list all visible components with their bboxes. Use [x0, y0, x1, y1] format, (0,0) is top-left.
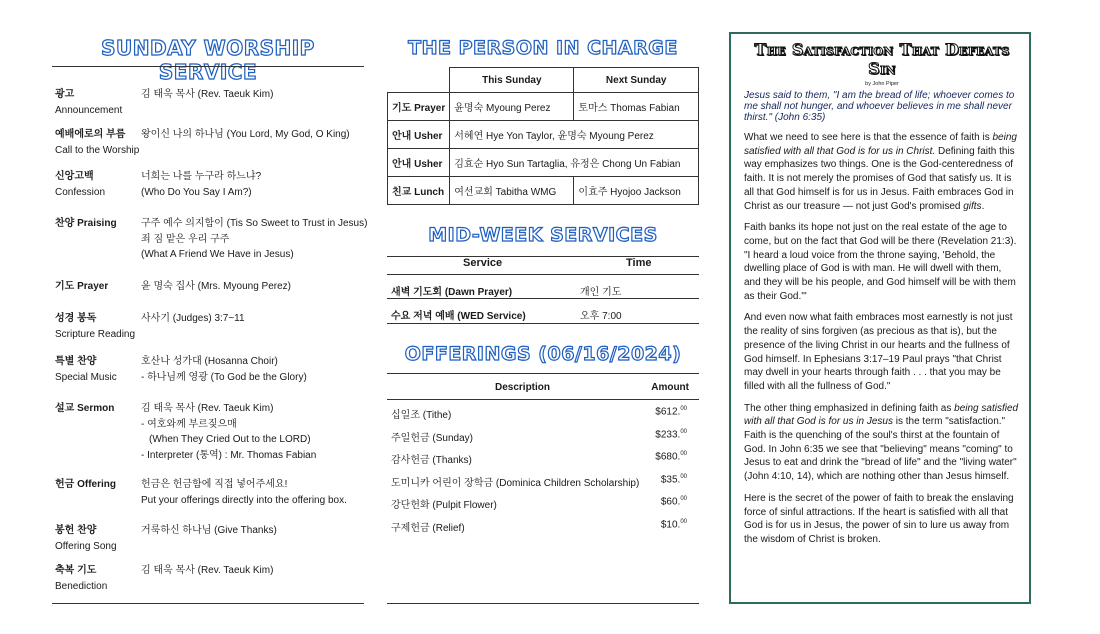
item-label-en: Call to the Worship: [55, 144, 140, 156]
article-paragraph: And even now what faith embraces most earnestly is not just the reality of sins forgiven (as precious as that is), but the presence of the living Christ in our hearts and the fullness of God himself. In Ephesians 3:17–19 Paul prays "that Christ may dwell in your hearts through faith . . . that you may be filled with all the fullness of God.": [744, 312, 1013, 392]
offerings-header-desc: Description: [495, 382, 551, 393]
item-label-en: Announcement: [55, 104, 123, 116]
midweek-service: 수요 저녁 예배 (WED Service): [391, 311, 526, 322]
item-line: 헌금은 헌금함에 직접 넣어주세요!: [141, 479, 288, 490]
midweek-bottom-rule: [387, 323, 699, 324]
charge-title: THE PERSON IN CHARGE: [408, 37, 678, 59]
item-line: 김 태욱 목사 (Rev. Taeuk Kim): [141, 89, 274, 100]
offering-amount: $680.00: [655, 451, 687, 463]
charge-next: 토마스 Thomas Fabian: [574, 93, 699, 121]
item-line: 윤 명숙 집사 (Mrs. Myoung Perez): [141, 281, 291, 292]
item-line: 죄 짐 맡은 우리 구주: [141, 233, 230, 245]
offering-amount: $233.00: [655, 429, 687, 441]
item-label-en: Benediction: [55, 580, 108, 592]
item-line: 호산나 성가대 (Hosanna Choir): [141, 356, 278, 367]
item-line: (When They Cried Out to the LORD): [149, 434, 311, 445]
offering-desc: 도미니카 어린이 장학금 (Dominica Children Scholarship): [391, 478, 640, 489]
charge-this: 윤명숙 Myoung Perez: [450, 93, 574, 121]
offering-desc: 강단헌화 (Pulpit Flower): [391, 500, 497, 511]
charge-this: 서혜연 Hye Yon Taylor, 윤명숙 Myoung Perez: [450, 121, 699, 149]
item-label-ko: 봉헌 찬양: [55, 525, 97, 536]
offering-desc: 주일헌금 (Sunday): [391, 433, 473, 444]
item-line: 사사기 (Judges) 3:7~11: [141, 313, 245, 324]
midweek-service: 새벽 기도회 (Dawn Prayer): [391, 287, 513, 298]
item-line: - 하나님께 영광 (To God be the Glory): [141, 371, 307, 383]
offering-amount: $60.00: [660, 496, 687, 508]
table-row: [388, 121, 699, 149]
article-byline: by John Piper: [865, 81, 899, 87]
offering-desc: 구제헌금 (Relief): [391, 523, 465, 534]
charge-this: 김효순 Hyo Sun Tartaglia, 유정은 Chong Un Fabian: [450, 149, 699, 177]
midweek-top-rule: [387, 256, 699, 257]
offering-amount: $10.00: [660, 519, 687, 531]
item-label-ko: 특별 찬양: [55, 356, 97, 367]
midweek-title: MID-WEEK SERVICES: [428, 224, 658, 246]
item-line: 너희는 나를 누구라 하느냐?: [141, 171, 262, 182]
item-line: Put your offerings directly into the offering box.: [141, 494, 347, 506]
table-row: [388, 93, 699, 121]
charge-this: 여선교회 Tabitha WMG: [450, 177, 574, 205]
charge-header: This Sunday: [450, 68, 574, 93]
offering-amount: $35.00: [660, 474, 687, 486]
item-label-ko: 축복 기도: [55, 565, 97, 576]
midweek-header-service: Service: [463, 257, 503, 269]
charge-table: [387, 67, 699, 205]
item-label-en: Offering Song: [55, 540, 117, 552]
item-line: 구주 예수 의지함이 (Tis So Sweet to Trust in Jesus): [141, 218, 368, 229]
offerings-header-rule: [387, 399, 699, 400]
midweek-row-rule: [387, 298, 699, 299]
item-label-ko: 예배에로의 부름: [55, 129, 126, 140]
item-line: 왕이신 나의 하나님 (You Lord, My God, O King): [141, 129, 350, 140]
article-paragraph: The other thing emphasized in defining faith as being satisfied with all that God is for us in Jesus is the term "satisfaction." Faith is the quenching of the soul's thirst at the fountain of God. In John 6:35 we see that "believing" means "coming" to Jesus to eat and drink the "bread of life" and the "living water" (John 4:10, 14), which are nothing other than Jesus himself.: [744, 402, 1019, 483]
item-line: 거룩하신 하나님 (Give Thanks): [141, 525, 277, 536]
article-paragraph: What we need to see here is that the essence of faith is being satisfied with all that God is for us in Christ. Defining faith this way emphasizes two things. One is the God-centeredness of faith. It is not merely the promises of God that satisfy us. It is all that God himself is for us in Jesus. Faith embraces God in Christ as our treasure — not just God's promised gifts.: [744, 132, 1017, 212]
offering-desc: 십일조 (Tithe): [391, 410, 452, 421]
charge-role: 안내 Usher: [388, 121, 450, 149]
program-title: SUNDAY WORSHIP SERVICE: [101, 36, 315, 84]
article-paragraph: Faith banks its hope not just on the real estate of the age to come, but on the fact that God will be there (Revelation 21:3). "I heard a loud voice from the throne saying, 'Behold, the dwelling place of God is with man. He will dwell with them, and they will be his people, and God himself will be with them as their God.'": [744, 222, 1017, 302]
charge-corner: [388, 68, 450, 93]
item-label-ko: 찬양 Praising: [55, 218, 117, 229]
item-label-ko: 설교 Sermon: [55, 403, 115, 414]
item-label-en: Special Music: [55, 371, 117, 383]
item-label-en: Confession: [55, 186, 106, 198]
item-label-ko: 광고: [55, 89, 75, 100]
program-top-rule: [52, 66, 364, 67]
item-line: (What A Friend We Have in Jesus): [141, 249, 294, 260]
offerings-header-amount: Amount: [651, 382, 689, 393]
charge-header: Next Sunday: [574, 68, 699, 93]
article-box: [729, 32, 1031, 604]
charge-role: 친교 Lunch: [388, 177, 450, 205]
midweek-time: 오후 7:00: [580, 311, 622, 322]
offerings-bottom-rule: [387, 603, 699, 604]
item-label-ko: 기도 Prayer: [55, 281, 109, 292]
table-row: [388, 149, 699, 177]
item-line: - 여호와께 부르짖으매: [141, 418, 237, 430]
offering-amount: $612.00: [655, 406, 687, 418]
midweek-header-rule: [387, 274, 699, 275]
item-line: - Interpreter (통역) : Mr. Thomas Fabian: [141, 449, 317, 461]
charge-next: 이효주 Hyojoo Jackson: [574, 177, 699, 205]
item-label-ko: 성경 봉독: [55, 313, 97, 324]
offerings-title: OFFERINGS (06/16/2024): [404, 343, 682, 365]
program-bottom-rule: [52, 603, 364, 604]
midweek-time: 개인 기도: [580, 287, 622, 298]
midweek-header-time: Time: [626, 257, 652, 269]
charge-role: 안내 Usher: [388, 149, 450, 177]
article-paragraph: Here is the secret of the power of faith to break the enslaving force of sinful attractions. If the heart is satisfied with all that God is for us in Jesus, the power of sin to lure us away from the wisdom of Christ is broken.: [744, 492, 1014, 545]
table-row: [388, 177, 699, 205]
item-line: (Who Do You Say I Am?): [141, 186, 252, 198]
article-quote: Jesus said to them, "I am the bread of life; whoever comes to me shall not hunger, and whoever believes in me shall never thirst." (John 6:35): [744, 90, 1015, 123]
charge-role: 기도 Prayer: [388, 93, 450, 121]
item-label-ko: 헌금 Offering: [55, 479, 116, 490]
item-label-ko: 신앙고백: [55, 171, 94, 182]
item-label-en: Scripture Reading: [55, 328, 136, 340]
offerings-top-rule: [387, 373, 699, 374]
item-line: 김 태욱 목사 (Rev. Taeuk Kim): [141, 565, 274, 576]
item-line: 김 태욱 목사 (Rev. Taeuk Kim): [141, 403, 274, 414]
offering-desc: 감사헌금 (Thanks): [391, 455, 472, 466]
article-title: The Satisfaction That Defeats Sin: [754, 40, 1010, 78]
